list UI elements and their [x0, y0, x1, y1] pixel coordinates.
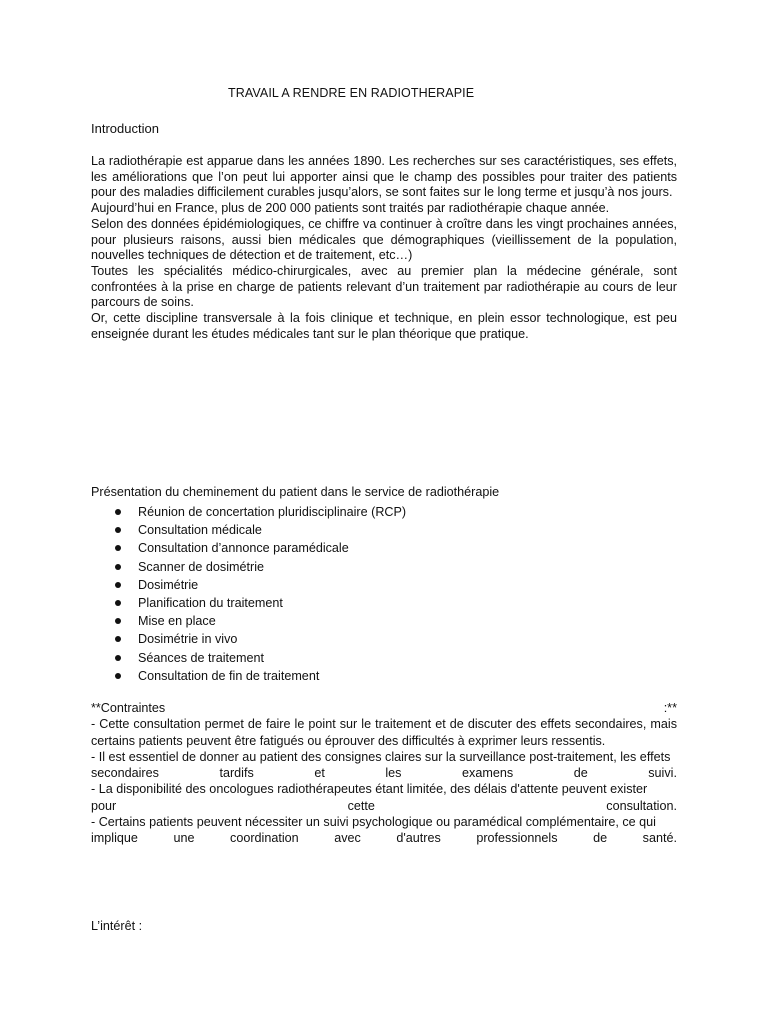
word: professionnels	[476, 831, 558, 846]
step-label: Consultation médicale	[138, 523, 262, 538]
constraints-heading	[91, 700, 677, 716]
word: examens	[462, 766, 514, 781]
list-item	[91, 667, 677, 685]
bullet-icon	[115, 582, 121, 588]
constraint-line	[91, 798, 677, 814]
constraint-text: - Il est essentiel de donner au patient des consignes claires sur la surveillance post-traitement, les effets	[91, 749, 671, 764]
intro-paragraph: Aujourd’hui en France, plus de 200 000 patients sont traités par radiothérapie chaque année.	[91, 201, 610, 216]
word: secondaires	[91, 766, 159, 781]
constraint-line	[91, 830, 677, 846]
list-item	[91, 503, 677, 521]
bullet-icon	[115, 600, 121, 606]
step-label: Séances de traitement	[138, 650, 265, 665]
constraint-line	[91, 749, 677, 765]
bullet-icon	[115, 655, 121, 661]
bullet-icon	[115, 564, 121, 570]
interet-heading: L’intérêt :	[91, 919, 143, 933]
word: consultation.	[606, 798, 677, 813]
pathway-steps-list	[91, 503, 677, 685]
list-item	[91, 521, 677, 539]
word: de	[593, 831, 608, 846]
list-item	[91, 539, 677, 557]
bullet-icon	[115, 545, 121, 551]
constraint-text: - La disponibilité des oncologues radiothérapeutes étant limitée, des délais d'attente peuvent exister	[91, 782, 648, 797]
intro-paragraph: Selon des données épidémiologiques, ce chiffre va continuer à croître dans les vingt prochaines années, pour plusieurs raisons, aussi bien médicales que démographiques (vieillissement de la population, nouvelles techniques de détection et de traitement, etc…)	[91, 216, 677, 263]
list-item	[91, 594, 677, 612]
introduction-heading: Introduction	[91, 121, 159, 136]
intro-paragraph: Toutes les spécialités médico-chirurgicales, avec au premier plan la médecine générale, sont confrontées à la prise en charge de patients relevant d’un traitement par radiothérapie au cours de leur parcours de soins.	[91, 263, 677, 310]
word: suivi.	[648, 766, 677, 781]
list-item	[91, 612, 677, 630]
step-label: Planification du traitement	[138, 595, 283, 610]
constraint-line	[91, 765, 677, 781]
constraint-line	[91, 781, 677, 797]
introduction-body	[91, 154, 677, 342]
word: d'autres	[396, 831, 441, 846]
bullet-icon	[115, 527, 121, 533]
word: pour	[91, 798, 117, 813]
word: cette	[347, 798, 375, 813]
step-label: Scanner de dosimétrie	[138, 559, 265, 574]
constraint-text: - Certains patients peuvent nécessiter un suivi psychologique ou paramédical complémentaire, ce qui	[91, 815, 656, 830]
word: santé.	[642, 831, 677, 846]
word: de	[573, 766, 588, 781]
bullet-icon	[115, 636, 121, 642]
bullet-icon	[115, 509, 121, 515]
constraints-heading-left: **Contraintes	[91, 701, 166, 715]
word: et	[314, 766, 325, 781]
pathway-title: Présentation du cheminement du patient dans le service de radiothérapie	[91, 485, 500, 499]
document-title: TRAVAIL A RENDRE EN RADIOTHERAPIE	[228, 86, 475, 100]
bullet-icon	[115, 673, 121, 679]
constraint-item: - Cette consultation permet de faire le point sur le traitement et de discuter des effets secondaires, mais certains patients peuvent être fatigués ou éprouver des difficultés à exprimer leurs ressentis.	[91, 717, 677, 748]
list-item	[91, 649, 677, 667]
word: les	[385, 766, 402, 781]
step-label: Mise en place	[138, 614, 216, 629]
step-label: Réunion de concertation pluridisciplinaire (RCP)	[138, 505, 407, 519]
constraint-line	[91, 814, 677, 830]
constraints-section	[91, 700, 677, 847]
list-item	[91, 576, 677, 594]
intro-paragraph: Or, cette discipline transversale à la fois clinique et technique, en plein essor technologique, est peu enseignée durant les études médicales tant sur le plan théorique que pratique.	[91, 311, 677, 341]
intro-paragraph: La radiothérapie est apparue dans les années 1890. Les recherches sur ses caractéristiques, ses effets, les améliorations que l’on peut lui apporter ainsi que le champ des possibles pour traiter des patients pour des maladies difficilement curables jusqu’alors, se sont faites sur le long terme et jusqu’à nos jours.	[91, 154, 677, 200]
word: avec	[334, 831, 361, 846]
word: coordination	[230, 831, 299, 846]
step-label: Consultation de fin de traitement	[138, 668, 320, 683]
list-item	[91, 630, 677, 648]
word: tardifs	[219, 766, 254, 781]
step-label: Consultation d’annonce paramédicale	[138, 541, 349, 556]
word: implique	[91, 831, 138, 846]
list-item	[91, 558, 677, 576]
word: une	[173, 831, 195, 846]
constraints-heading-right: :**	[663, 701, 677, 715]
step-label: Dosimétrie	[138, 577, 199, 592]
patient-pathway-section	[91, 485, 677, 685]
step-label: Dosimétrie in vivo	[138, 632, 238, 647]
bullet-icon	[115, 618, 121, 624]
